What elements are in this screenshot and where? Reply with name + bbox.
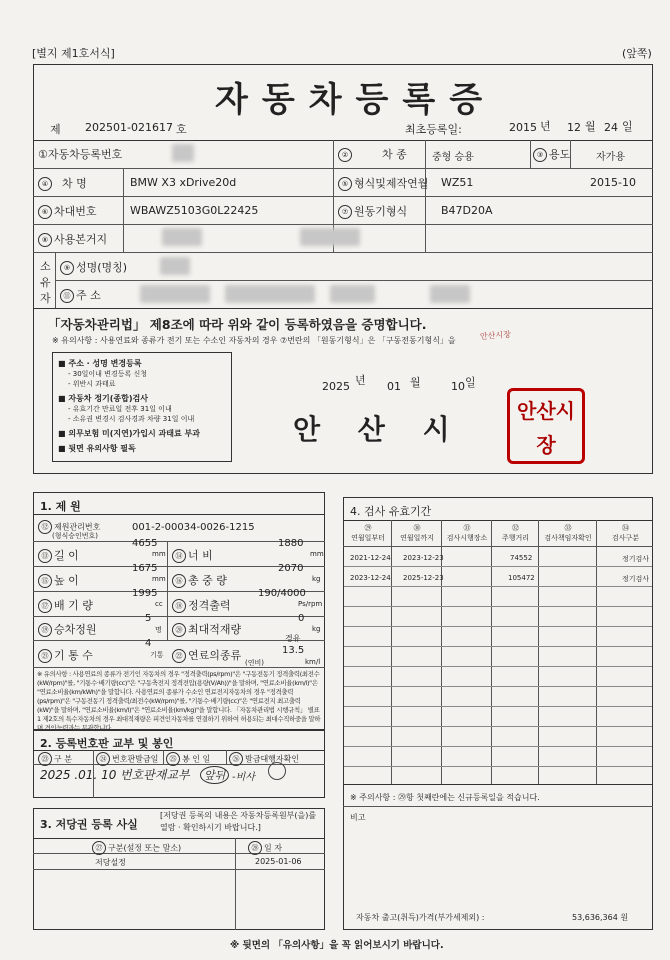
seats-label: 승차정원: [54, 623, 97, 636]
name-num: ⑨: [60, 261, 74, 275]
engine-num: ⑦: [338, 205, 352, 219]
load-value: 0: [298, 613, 305, 624]
issue-day: 10: [451, 380, 465, 393]
weight-unit: kg: [312, 575, 321, 583]
power-label: 정격출력: [188, 599, 231, 612]
length-value: 4655: [132, 538, 158, 549]
insp-h2: 연월일까지: [400, 534, 434, 542]
inspection-grid-line: [344, 606, 652, 607]
weight-num: ⑯: [172, 574, 186, 588]
length-label: 길 이: [54, 549, 79, 562]
first-reg-month: 12: [567, 121, 581, 134]
spec-section-title: 1. 제 원: [40, 500, 81, 513]
width-label: 너 비: [188, 549, 213, 562]
page-side: (앞쪽): [622, 47, 652, 60]
owner-side-1: 소: [40, 260, 51, 273]
day-unit: 일: [622, 120, 633, 133]
name-redacted: [160, 257, 190, 275]
inspection-grid-line: [344, 746, 652, 747]
lien-row-date: 2025-01-06: [255, 857, 302, 866]
load-num: ⑳: [172, 623, 186, 637]
type-num: ②: [338, 148, 352, 162]
issue-month-unit: 월: [410, 376, 421, 389]
plate-c1: 구 분: [54, 754, 72, 764]
form-year: 2015-10: [590, 176, 636, 189]
insp-h1-num: ㉙: [364, 524, 372, 532]
inspection-grid-line: [344, 706, 652, 707]
notice-list: [58, 358, 230, 454]
notice-2: ■ 자동차 정기(종합)검사: [58, 394, 148, 403]
inspection-grid-line: [344, 586, 652, 587]
notice-2-b: - 소유권 변경시 검사경과 차량 31일 이내: [68, 415, 195, 423]
type-label: 차 종: [382, 148, 407, 161]
spec-code-label: 제원관리번호: [54, 522, 101, 532]
vin-label: 차대번호: [54, 205, 97, 218]
insp-r1-km: 74552: [510, 554, 533, 562]
disp-unit: cc: [155, 600, 163, 608]
price-value: 53,636,364 원: [572, 913, 629, 922]
spec-code-num: ⑫: [38, 520, 52, 534]
insp-h6-num: ㉞: [622, 524, 629, 532]
addr-num: ⑪: [60, 289, 74, 303]
power-value: 190/4000: [258, 588, 306, 599]
insp-r2-km: 105472: [508, 574, 535, 582]
plate-c2: 번호판발급일: [112, 754, 159, 764]
form-label: 형식및제작연월: [354, 177, 429, 190]
inspection-grid-line: [344, 626, 652, 627]
spec-code-sub: (형식승인번호): [52, 532, 99, 540]
issue-month: 01: [387, 380, 401, 393]
plate-hw-extra: -비사: [232, 772, 255, 783]
page-title: 자동차등록증: [215, 80, 497, 120]
insp-h4-num: ㉜: [512, 524, 519, 532]
plate-hw-stamp-icon: [268, 762, 286, 780]
eff-unit: km/l: [305, 658, 321, 666]
form-value: WZ51: [441, 176, 474, 189]
seats-value: 5: [145, 613, 152, 624]
disp-num: ⑰: [38, 599, 52, 613]
month-unit: 월: [585, 120, 596, 133]
insp-r1-from: 2021-12-24: [350, 554, 391, 562]
issue-day-unit: 일: [465, 376, 476, 389]
reg-no-value: 202501-021617: [85, 121, 173, 134]
weight-value: 2070: [278, 563, 304, 574]
weight-label: 총 중 량: [188, 574, 227, 587]
plate-hw-date: 2025 .01. 10: [40, 768, 117, 782]
insp-h3-num: ㉛: [463, 524, 471, 532]
seats-unit: 명: [155, 626, 162, 634]
disp-value: 1995: [132, 588, 158, 599]
insp-h2-num: ㉚: [413, 524, 421, 532]
cyl-unit: 기통: [150, 651, 164, 659]
owner-side-2: 유: [40, 276, 51, 289]
height-value: 1675: [132, 563, 158, 574]
spec-note: ※ 유의사항 : 사용연료의 종류가 전기인 자동차의 경우 "정격출력(ps/rpm)"은 "구동전동기 정격출력(최전수(kW/rpm)"를, "기통수·배기량(cc)"은 "구동축전지 정격전압(용량(V/Ah))"을 말하며, "연료소비율(km/l)"은 "연료소비율(km/kWh)"을 말합니다. 사용연료의 종류가 수소인 연료전지자동차의 경우 "정격출력(ps/rpm)"은 "구동전동기 정격출력/최전수(kW/rpm)"를, "기통수·배기량(cc)"은 "연료전지 최고출력(kW)"을 말하며, "연료소비율(km/l)"은 "연료소비율(km/kg)"을 말합니다. 「자동차관리법 시행규칙」 별표 1 제2호의 특수자동차의 경우 최대적재량은 피견인자동차를 연결하기 위하여 허용되는 최대수직하중을 말하며 견인능력과는 무관합니다.: [37, 670, 321, 732]
issue-year-unit: 년: [355, 374, 366, 387]
insp-r1-kind: 정기검사: [622, 555, 650, 563]
owner-side-3: 자: [40, 292, 51, 305]
name-label: 성명(명칭): [76, 261, 128, 274]
base-redacted-2: [300, 228, 360, 246]
lien-c1: 구분(설정 또는 말소): [108, 843, 182, 853]
base-num: ⑧: [38, 233, 52, 247]
eff-value: 13.5: [282, 645, 305, 656]
insp-r2-kind: 정기검사: [622, 575, 650, 583]
lien-c1-num: ㉗: [92, 841, 106, 855]
addr-redacted-4: [430, 285, 470, 303]
form-number: [별지 제1호서식]: [32, 47, 115, 60]
plate-hw-circle: 앞뒤: [200, 766, 229, 784]
price-label: 자동차 출고(취득)가격(부가세제외) :: [356, 913, 485, 922]
width-value: 1880: [278, 538, 304, 549]
height-unit: mm: [152, 575, 166, 583]
eff-label: (연비): [245, 659, 264, 667]
length-unit: mm: [152, 550, 166, 558]
plate-c1-num: ㉓: [38, 752, 52, 766]
vin-value: WBAWZ5103G0L22425: [130, 204, 259, 217]
plate-section-title: 2. 등록번호판 교부 및 봉인: [40, 737, 174, 750]
lien-section-title: 3. 저당권 등록 사실: [40, 818, 138, 831]
plate-c2-num: ㉔: [96, 752, 110, 766]
inspection-grid-line: [344, 666, 652, 667]
fuel-value: 경유: [285, 634, 301, 643]
issuer-city: 안 산 시: [293, 413, 464, 446]
engine-label: 원동기형식: [354, 205, 408, 218]
height-num: ⑮: [38, 574, 52, 588]
inspection-grid-line: [344, 726, 652, 727]
notice-1: ■ 주소 · 성명 변경등록: [58, 359, 142, 368]
inspection-grid-line: [344, 646, 652, 647]
notice-4: ■ 뒷면 유의사항 필독: [58, 444, 136, 453]
cert-statement: 「자동차관리법」 제8조에 따라 위와 같이 등록하였음을 증명합니다.: [48, 317, 427, 332]
footer-note: ※ 뒷면의 「유의사항」을 꼭 읽어보시기 바랍니다.: [230, 940, 444, 951]
fuel-num: ㉒: [172, 649, 186, 663]
cyl-num: ㉑: [38, 649, 52, 663]
width-unit: mm: [310, 550, 324, 558]
insp-h3: 검사시행장소: [446, 534, 488, 542]
notice-1-a: - 30일이내 변경등록 신청: [68, 370, 147, 378]
plate-c4: 발급대행자확인: [245, 754, 300, 764]
addr-redacted-1: [140, 285, 210, 303]
form-num: ⑤: [338, 177, 352, 191]
plate-c4-num: ㉖: [229, 752, 243, 766]
use-label: 용도: [549, 148, 571, 161]
insp-r2-to: 2025-12-23: [403, 574, 444, 582]
lien-desc: [저당권 등록의 내용은 자동차등록원부(을)를 열람 · 확인하시기 바랍니다.]: [160, 811, 317, 832]
inspection-title: 4. 검사 유효기간: [350, 505, 432, 518]
load-unit: kg: [312, 625, 321, 633]
model-value: BMW X3 xDrive20d: [130, 176, 237, 189]
width-num: ⑭: [172, 549, 186, 563]
power-num: ⑱: [172, 599, 186, 613]
power-unit: Ps/rpm: [298, 600, 323, 608]
height-label: 높 이: [54, 574, 79, 587]
model-label: 차 명: [62, 177, 87, 190]
fuel-label: 연료의종류: [188, 649, 242, 662]
insp-h5: 검사책임자확인: [544, 534, 592, 542]
insp-h5-num: ㉝: [564, 524, 572, 532]
small-stamp-text: 안산시장: [479, 329, 512, 342]
addr-redacted-2: [225, 285, 315, 303]
insp-h6: 검사구분: [611, 534, 640, 542]
model-num: ④: [38, 177, 52, 191]
plate-redacted: [172, 144, 194, 162]
plate-c3-num: ㉕: [166, 752, 180, 766]
first-reg-year: 2015: [509, 121, 537, 134]
disp-label: 배 기 량: [54, 599, 93, 612]
notice-3: ■ 의무보험 미(지연)가입시 과태료 부과: [58, 429, 200, 438]
plate-hw-text: 번호판재교부: [120, 768, 190, 782]
engine-value: B47D20A: [441, 204, 493, 217]
remarks-label: 비고: [350, 813, 366, 822]
insp-h4: 주행거리: [501, 534, 530, 542]
use-num: ③: [533, 148, 547, 162]
cyl-value: 4: [145, 638, 152, 649]
year-unit: 년: [540, 120, 551, 133]
inspection-grid-line: [344, 686, 652, 687]
vin-num: ⑥: [38, 205, 52, 219]
seats-num: ⑲: [38, 623, 52, 637]
cert-note: ※ 유의사항 : 사용연료와 종류가 전기 또는 수소인 자동차의 경우 ⑦번란의 「원동기형식」은 「구동전동기형식」을: [52, 336, 456, 345]
use-value: 자가용: [596, 152, 625, 163]
insp-note: ※ 주의사항 : ㉙항 첫째란에는 신규등록일을 적습니다.: [350, 793, 540, 802]
notice-1-b: - 위반시 과태료: [68, 380, 116, 388]
inspection-grid-line: [344, 766, 652, 767]
insp-r2-from: 2023-12-24: [350, 574, 391, 582]
type-value: 중형 승용: [432, 152, 474, 163]
spec-code-value: 001-2-00034-0026-1215: [132, 522, 255, 533]
cyl-label: 기 통 수: [54, 649, 93, 662]
addr-redacted-3: [330, 285, 375, 303]
first-reg-day: 24: [604, 121, 618, 134]
insp-r1-to: 2023-12-23: [403, 554, 444, 562]
first-reg-label: 최초등록일:: [405, 123, 462, 136]
plate-label: ①자동차등록번호: [38, 148, 123, 161]
load-label: 최대적재량: [188, 623, 242, 636]
notice-2-a: - 유효기간 만료일 전후 31일 이내: [68, 405, 172, 413]
issue-year: 2025: [322, 380, 350, 393]
official-seal: 안산시장: [507, 388, 585, 464]
inspection-grid-line: [344, 566, 652, 567]
reg-ho: 호: [176, 123, 187, 136]
lien-c2: 일 자: [264, 843, 282, 853]
base-label: 사용본거지: [54, 233, 108, 246]
length-num: ⑬: [38, 549, 52, 563]
insp-h1: 연월일부터: [351, 534, 385, 542]
reg-no-label: 제: [50, 123, 61, 136]
plate-c3: 봉 인 일: [182, 754, 211, 764]
lien-row-type: 저당설정: [95, 858, 126, 867]
base-redacted-1: [162, 228, 202, 246]
addr-label: 주 소: [76, 289, 101, 302]
lien-c2-num: ㉘: [248, 841, 262, 855]
